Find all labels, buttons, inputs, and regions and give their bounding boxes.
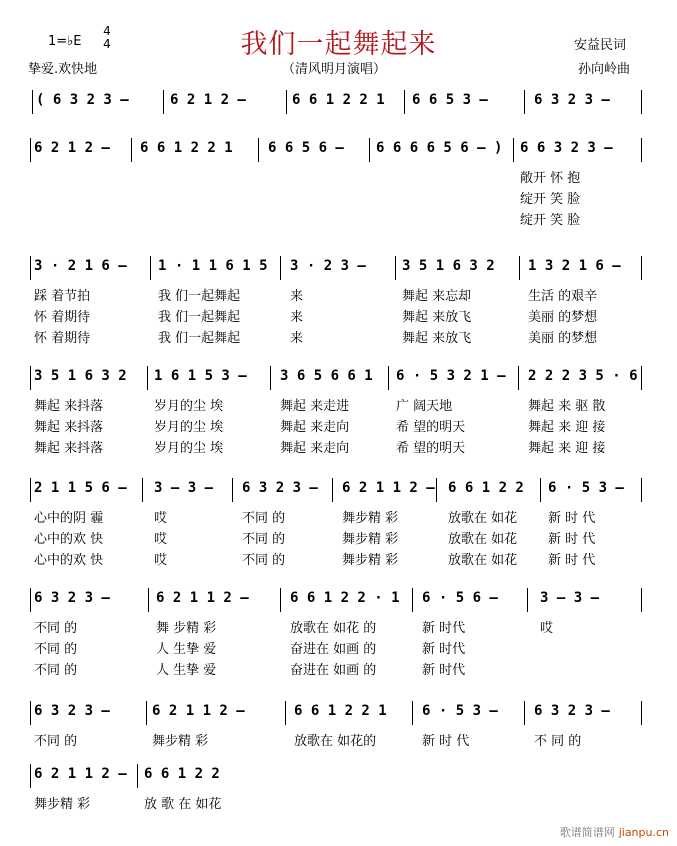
- barline: [641, 701, 642, 725]
- lyric-line: 不同 的: [34, 642, 78, 657]
- barline: [388, 366, 389, 390]
- lyric-line: 新 时 代: [548, 532, 596, 547]
- lyricist-credit: 安益民词: [574, 38, 627, 53]
- lyric-line: 不同 的: [34, 734, 78, 749]
- score-system: [0, 480, 677, 568]
- lyric-line: 我 们一起舞起: [158, 331, 241, 346]
- lyric-line: 不同 的: [242, 511, 286, 526]
- measure-notes: 6 3 2 3 –: [534, 703, 610, 719]
- lyric-line: 舞 步精 彩: [156, 621, 217, 636]
- lyric-line: 心中的欢 快: [34, 532, 104, 547]
- measure-notes: 6 6 1 2 2 1: [140, 140, 233, 156]
- lyric-line: 广 阔天地: [396, 399, 453, 414]
- watermark: [560, 824, 669, 840]
- measure-notes: 3 – 3 –: [154, 480, 214, 496]
- barline: [147, 366, 148, 390]
- barline: [137, 764, 138, 788]
- tempo-marking: 挚爱.欢快地: [28, 62, 98, 77]
- measure-notes: 2 2 2 3 5 · 6: [528, 368, 638, 384]
- score-system: [0, 368, 677, 456]
- measure-notes: 6 6 6 6 5 6 – ): [376, 140, 503, 156]
- barline: [258, 138, 259, 162]
- lyric-line: 放歌在 如花: [448, 553, 518, 568]
- barline: [527, 588, 528, 612]
- lyric-line: 心中的欢 快: [34, 553, 104, 568]
- measure-notes: 6 6 1 2 2 1: [294, 703, 387, 719]
- lyric-line: 新 时 代: [548, 553, 596, 568]
- barline: [332, 478, 333, 502]
- lyric-line: 新 时 代: [422, 734, 470, 749]
- barline: [270, 366, 271, 390]
- measure-notes: ( 6 3 2 3 –: [36, 92, 129, 108]
- score-system: [0, 766, 677, 812]
- watermark-site-name: 歌谱简谱网: [559, 826, 615, 839]
- barline: [150, 256, 151, 280]
- lyric-line: 我 们一起舞起: [158, 310, 241, 325]
- lyric-line: 岁月的尘 埃: [154, 399, 224, 414]
- lyric-line: 舞起 来忘却: [402, 289, 472, 304]
- lyric-line: 哎: [154, 532, 168, 547]
- barline: [518, 366, 519, 390]
- lyric-line: 舞起 来走进: [280, 399, 350, 414]
- measure-notes: 6 · 5 3 2 1 –: [396, 368, 506, 384]
- barline: [641, 138, 642, 162]
- lyric-line: 放歌在 如花 的: [290, 621, 377, 636]
- lyric-line: 心中的阴 霾: [34, 511, 104, 526]
- barline: [142, 478, 143, 502]
- measure-notes: 1 6 1 5 3 –: [154, 368, 247, 384]
- barline: [232, 478, 233, 502]
- lyric-line: 放歌在 如花: [448, 532, 518, 547]
- measure-notes: 6 3 2 3 –: [242, 480, 318, 496]
- composer-credit: 孙向岭曲: [578, 62, 631, 77]
- measure-notes: 6 6 1 2 2: [144, 766, 220, 782]
- measure-notes: 2 1 1 5 6 –: [34, 480, 127, 496]
- lyric-line: 舞起 来抖落: [34, 441, 104, 456]
- lyric-line: 放歌在 如花的: [294, 734, 377, 749]
- key-signature: 1=♭E: [48, 34, 82, 49]
- lyric-line: 人 生挚 爱: [156, 663, 217, 678]
- barline: [641, 256, 642, 280]
- lyric-line: 舞起 来 迎 接: [528, 441, 606, 456]
- measure-notes: 3 · 2 3 –: [290, 258, 366, 274]
- measure-notes: 3 5 1 6 3 2: [402, 258, 495, 274]
- measure-notes: 6 3 2 3 –: [534, 92, 610, 108]
- measure-notes: 3 · 2 1 6 –: [34, 258, 127, 274]
- lyric-line: 希 望的明天: [396, 420, 466, 435]
- barline: [280, 256, 281, 280]
- barline: [30, 764, 31, 788]
- lyric-line: 不同 的: [34, 663, 78, 678]
- barline: [163, 90, 164, 114]
- barline: [540, 478, 541, 502]
- barline: [146, 701, 147, 725]
- lyric-line: 新 时代: [422, 642, 466, 657]
- watermark-site-url: jianpu.cn: [618, 826, 669, 839]
- lyric-line: 奋进在 如画 的: [290, 642, 377, 657]
- time-signature-bottom: 4: [103, 37, 111, 51]
- barline: [30, 588, 31, 612]
- barline: [524, 701, 525, 725]
- barline: [280, 588, 281, 612]
- lyric-line: 舞起 来 驱 散: [528, 399, 606, 414]
- score-system: [0, 703, 677, 749]
- lyric-line: 不 同 的: [534, 734, 582, 749]
- lyric-line: 美丽 的梦想: [528, 310, 598, 325]
- lyric-line: 来: [290, 289, 304, 304]
- barline: [513, 138, 514, 162]
- song-title: 我们一起舞起来: [240, 29, 437, 60]
- barline: [641, 478, 642, 502]
- barline: [412, 588, 413, 612]
- measure-notes: 6 · 5 6 –: [422, 590, 498, 606]
- lyric-line: 舞起 来抖落: [34, 420, 104, 435]
- barline: [412, 701, 413, 725]
- barline: [30, 138, 31, 162]
- barline: [131, 138, 132, 162]
- performer-credit: （清风明月演唱）: [282, 62, 387, 77]
- measure-notes: 6 6 1 2 2: [448, 480, 524, 496]
- lyric-line: 人 生挚 爱: [156, 642, 217, 657]
- barline: [30, 256, 31, 280]
- barline: [524, 90, 525, 114]
- lyric-line: 来: [290, 331, 304, 346]
- lyric-line: 哎: [540, 621, 554, 636]
- measure-notes: 6 6 1 2 2 · 1: [290, 590, 400, 606]
- lyric-line: 舞步精 彩: [342, 511, 399, 526]
- measure-notes: 1 · 1 1 6 1 5: [158, 258, 268, 274]
- lyric-line: 舞步精 彩: [34, 797, 91, 812]
- lyric-line: 新 时代: [422, 663, 466, 678]
- lyric-line: 放歌在 如花: [448, 511, 518, 526]
- measure-notes: 6 · 5 3 –: [422, 703, 498, 719]
- barline: [369, 138, 370, 162]
- measure-notes: 3 5 1 6 3 2: [34, 368, 127, 384]
- score-system: [0, 92, 677, 118]
- barline: [641, 366, 642, 390]
- lyric-line: 我 们一起舞起: [158, 289, 241, 304]
- lyric-line: 生活 的艰辛: [528, 289, 598, 304]
- barline: [436, 478, 437, 502]
- lyric-line: 新 时代: [422, 621, 466, 636]
- lyric-line: 舞起 来放飞: [402, 310, 472, 325]
- lyric-line: 舞步精 彩: [342, 532, 399, 547]
- lyric-line: 奋进在 如画 的: [290, 663, 377, 678]
- score-system: [0, 258, 677, 346]
- measure-notes: 1 3 2 1 6 –: [528, 258, 621, 274]
- lyric-line: 怀 着期待: [34, 310, 91, 325]
- lyric-line: 怀 着期待: [34, 331, 91, 346]
- lyric-line: 岁月的尘 埃: [154, 420, 224, 435]
- lyric-line: 不同 的: [242, 532, 286, 547]
- lyric-line: 希 望的明天: [396, 441, 466, 456]
- time-signature: [100, 25, 114, 51]
- lyric-line: 哎: [154, 511, 168, 526]
- lyric-line: 美丽 的梦想: [528, 331, 598, 346]
- measure-notes: 6 6 5 6 –: [268, 140, 344, 156]
- measure-notes: 6 2 1 1 2 –: [342, 480, 435, 496]
- barline: [30, 366, 31, 390]
- barline: [395, 256, 396, 280]
- lyric-line: 岁月的尘 埃: [154, 441, 224, 456]
- lyric-line: 舞起 来走向: [280, 441, 350, 456]
- lyric-line: 踩 着节拍: [34, 289, 91, 304]
- lyric-line: 来: [290, 310, 304, 325]
- lyric-line: 绽开 笑 脸: [520, 192, 581, 207]
- lyric-line: 不同 的: [242, 553, 286, 568]
- lyric-line: 舞起 来走向: [280, 420, 350, 435]
- measure-notes: 6 · 5 3 –: [548, 480, 624, 496]
- lyric-line: 放 歌 在 如花: [144, 797, 222, 812]
- lyric-line: 新 时 代: [548, 511, 596, 526]
- lyric-line: 舞步精 彩: [152, 734, 209, 749]
- measure-notes: 3 6 5 6 6 1: [280, 368, 373, 384]
- measure-notes: 6 3 2 3 –: [34, 590, 110, 606]
- measure-notes: 6 2 1 2 –: [34, 140, 110, 156]
- measure-notes: 6 2 1 1 2 –: [152, 703, 245, 719]
- barline: [519, 256, 520, 280]
- measure-notes: 6 6 1 2 2 1: [292, 92, 385, 108]
- barline: [32, 90, 33, 114]
- measure-notes: 6 2 1 2 –: [170, 92, 246, 108]
- barline: [286, 90, 287, 114]
- lyric-line: 绽开 笑 脸: [520, 213, 581, 228]
- time-signature-top: 4: [103, 24, 111, 38]
- lyric-line: 敞开 怀 抱: [520, 171, 581, 186]
- barline: [148, 588, 149, 612]
- measure-notes: 3 – 3 –: [540, 590, 600, 606]
- measure-notes: 6 2 1 1 2 –: [34, 766, 127, 782]
- barline: [30, 701, 31, 725]
- barline: [641, 588, 642, 612]
- measure-notes: 6 6 5 3 –: [412, 92, 488, 108]
- score-system: [0, 140, 677, 228]
- lyric-line: 舞起 来放飞: [402, 331, 472, 346]
- lyric-line: 不同 的: [34, 621, 78, 636]
- measure-notes: 6 6 3 2 3 –: [520, 140, 613, 156]
- barline: [404, 90, 405, 114]
- lyric-line: 舞起 来抖落: [34, 399, 104, 414]
- score-system: [0, 590, 677, 678]
- barline: [641, 90, 642, 114]
- barline: [30, 478, 31, 502]
- barline: [285, 701, 286, 725]
- lyric-line: 哎: [154, 553, 168, 568]
- measure-notes: 6 3 2 3 –: [34, 703, 110, 719]
- measure-notes: 6 2 1 1 2 –: [156, 590, 249, 606]
- lyric-line: 舞步精 彩: [342, 553, 399, 568]
- lyric-line: 舞起 来 迎 接: [528, 420, 606, 435]
